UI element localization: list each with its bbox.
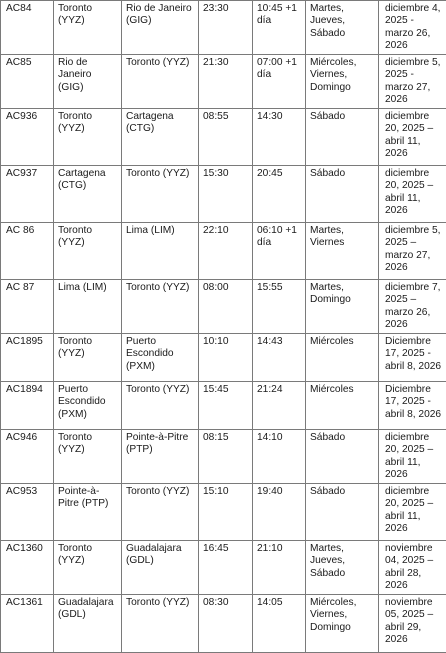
destination-airport-cell: Cartagena (CTG) [122,109,199,166]
arrival-time-cell: 20:45 [253,166,306,223]
operating-dates-cell: noviembre 04, 2025 – abril 28, 2026 [379,541,446,595]
departure-time-cell: 23:30 [199,1,253,55]
operating-dates-cell: diciembre 20, 2025 – abril 11, 2026 [379,166,446,223]
flight-number-cell: AC937 [1,166,54,223]
operating-dates-cell: diciembre 7, 2025 – marzo 26, 2026 [379,280,446,334]
flight-number-cell: AC1360 [1,541,54,595]
departure-time-cell: 22:10 [199,223,253,280]
departure-time-cell: 15:10 [199,484,253,541]
departure-time-cell: 08:55 [199,109,253,166]
table-row [1,541,446,595]
table-row [1,484,446,541]
table-row [1,334,446,382]
destination-airport-cell: Toronto (YYZ) [122,382,199,430]
operating-dates-cell: Diciembre 17, 2025 - abril 8, 2026 [379,334,446,382]
origin-airport-cell: Pointe-à-Pitre (PTP) [54,484,122,541]
origin-airport-cell: Toronto (YYZ) [54,109,122,166]
destination-airport-cell: Guadalajara (GDL) [122,541,199,595]
table-row [1,595,446,653]
operating-dates-cell: diciembre 20, 2025 – abril 11, 2026 [379,430,446,484]
departure-time-cell: 10:10 [199,334,253,382]
table-row [1,382,446,430]
arrival-time-cell: 21:10 [253,541,306,595]
operating-days-cell: Martes, Jueves, Sábado [306,541,379,595]
destination-airport-cell: Toronto (YYZ) [122,166,199,223]
table-row [1,430,446,484]
origin-airport-cell: Toronto (YYZ) [54,1,122,55]
operating-days-cell: Miércoles, Viernes, Domingo [306,55,379,109]
operating-days-cell: Sábado [306,430,379,484]
table-row [1,280,446,334]
origin-airport-cell: Toronto (YYZ) [54,334,122,382]
origin-airport-cell: Toronto (YYZ) [54,223,122,280]
arrival-time-cell: 10:45 +1 día [253,1,306,55]
operating-days-cell: Sábado [306,109,379,166]
operating-days-cell: Martes, Viernes [306,223,379,280]
flight-number-cell: AC946 [1,430,54,484]
flight-number-cell: AC84 [1,1,54,55]
arrival-time-cell: 07:00 +1 día [253,55,306,109]
destination-airport-cell: Pointe-à-Pitre (PTP) [122,430,199,484]
operating-dates-cell: diciembre 4, 2025 - marzo 26, 2026 [379,1,446,55]
arrival-time-cell: 14:10 [253,430,306,484]
flight-number-cell: AC1895 [1,334,54,382]
origin-airport-cell: Lima (LIM) [54,280,122,334]
operating-days-cell: Miércoles [306,382,379,430]
origin-airport-cell: Guadalajara (GDL) [54,595,122,653]
arrival-time-cell: 21:24 [253,382,306,430]
operating-days-cell: Martes, Jueves, Sábado [306,1,379,55]
arrival-time-cell: 15:55 [253,280,306,334]
origin-airport-cell: Toronto (YYZ) [54,541,122,595]
flight-number-cell: AC936 [1,109,54,166]
operating-dates-cell: diciembre 5, 2025 - marzo 27, 2026 [379,55,446,109]
departure-time-cell: 08:30 [199,595,253,653]
origin-airport-cell: Cartagena (CTG) [54,166,122,223]
table-row [1,55,446,109]
departure-time-cell: 15:30 [199,166,253,223]
departure-time-cell: 21:30 [199,55,253,109]
operating-days-cell: Sábado [306,166,379,223]
table-row [1,1,446,55]
arrival-time-cell: 14:43 [253,334,306,382]
origin-airport-cell: Rio de Janeiro (GIG) [54,55,122,109]
table-row [1,166,446,223]
arrival-time-cell: 14:05 [253,595,306,653]
departure-time-cell: 08:00 [199,280,253,334]
operating-days-cell: Sábado [306,484,379,541]
flight-number-cell: AC 87 [1,280,54,334]
departure-time-cell: 16:45 [199,541,253,595]
departure-time-cell: 15:45 [199,382,253,430]
destination-airport-cell: Rio de Janeiro (GIG) [122,1,199,55]
operating-dates-cell: diciembre 20, 2025 – abril 11, 2026 [379,109,446,166]
destination-airport-cell: Toronto (YYZ) [122,55,199,109]
arrival-time-cell: 14:30 [253,109,306,166]
departure-time-cell: 08:15 [199,430,253,484]
destination-airport-cell: Toronto (YYZ) [122,595,199,653]
flight-number-cell: AC85 [1,55,54,109]
origin-airport-cell: Toronto (YYZ) [54,430,122,484]
arrival-time-cell: 06:10 +1 día [253,223,306,280]
operating-days-cell: Miércoles, Viernes, Domingo [306,595,379,653]
operating-dates-cell: diciembre 20, 2025 – abril 11, 2026 [379,484,446,541]
destination-airport-cell: Toronto (YYZ) [122,484,199,541]
flight-number-cell: AC1894 [1,382,54,430]
destination-airport-cell: Puerto Escondido (PXM) [122,334,199,382]
flight-number-cell: AC 86 [1,223,54,280]
flight-number-cell: AC953 [1,484,54,541]
operating-days-cell: Miércoles [306,334,379,382]
table-row [1,109,446,166]
flight-number-cell: AC1361 [1,595,54,653]
operating-dates-cell: diciembre 5, 2025 – marzo 27, 2026 [379,223,446,280]
origin-airport-cell: Puerto Escondido (PXM) [54,382,122,430]
flight-schedule-body [1,1,446,653]
operating-dates-cell: Diciembre 17, 2025 - abril 8, 2026 [379,382,446,430]
destination-airport-cell: Toronto (YYZ) [122,280,199,334]
operating-days-cell: Martes, Domingo [306,280,379,334]
arrival-time-cell: 19:40 [253,484,306,541]
operating-dates-cell: noviembre 05, 2025 – abril 29, 2026 [379,595,446,653]
destination-airport-cell: Lima (LIM) [122,223,199,280]
table-row [1,223,446,280]
